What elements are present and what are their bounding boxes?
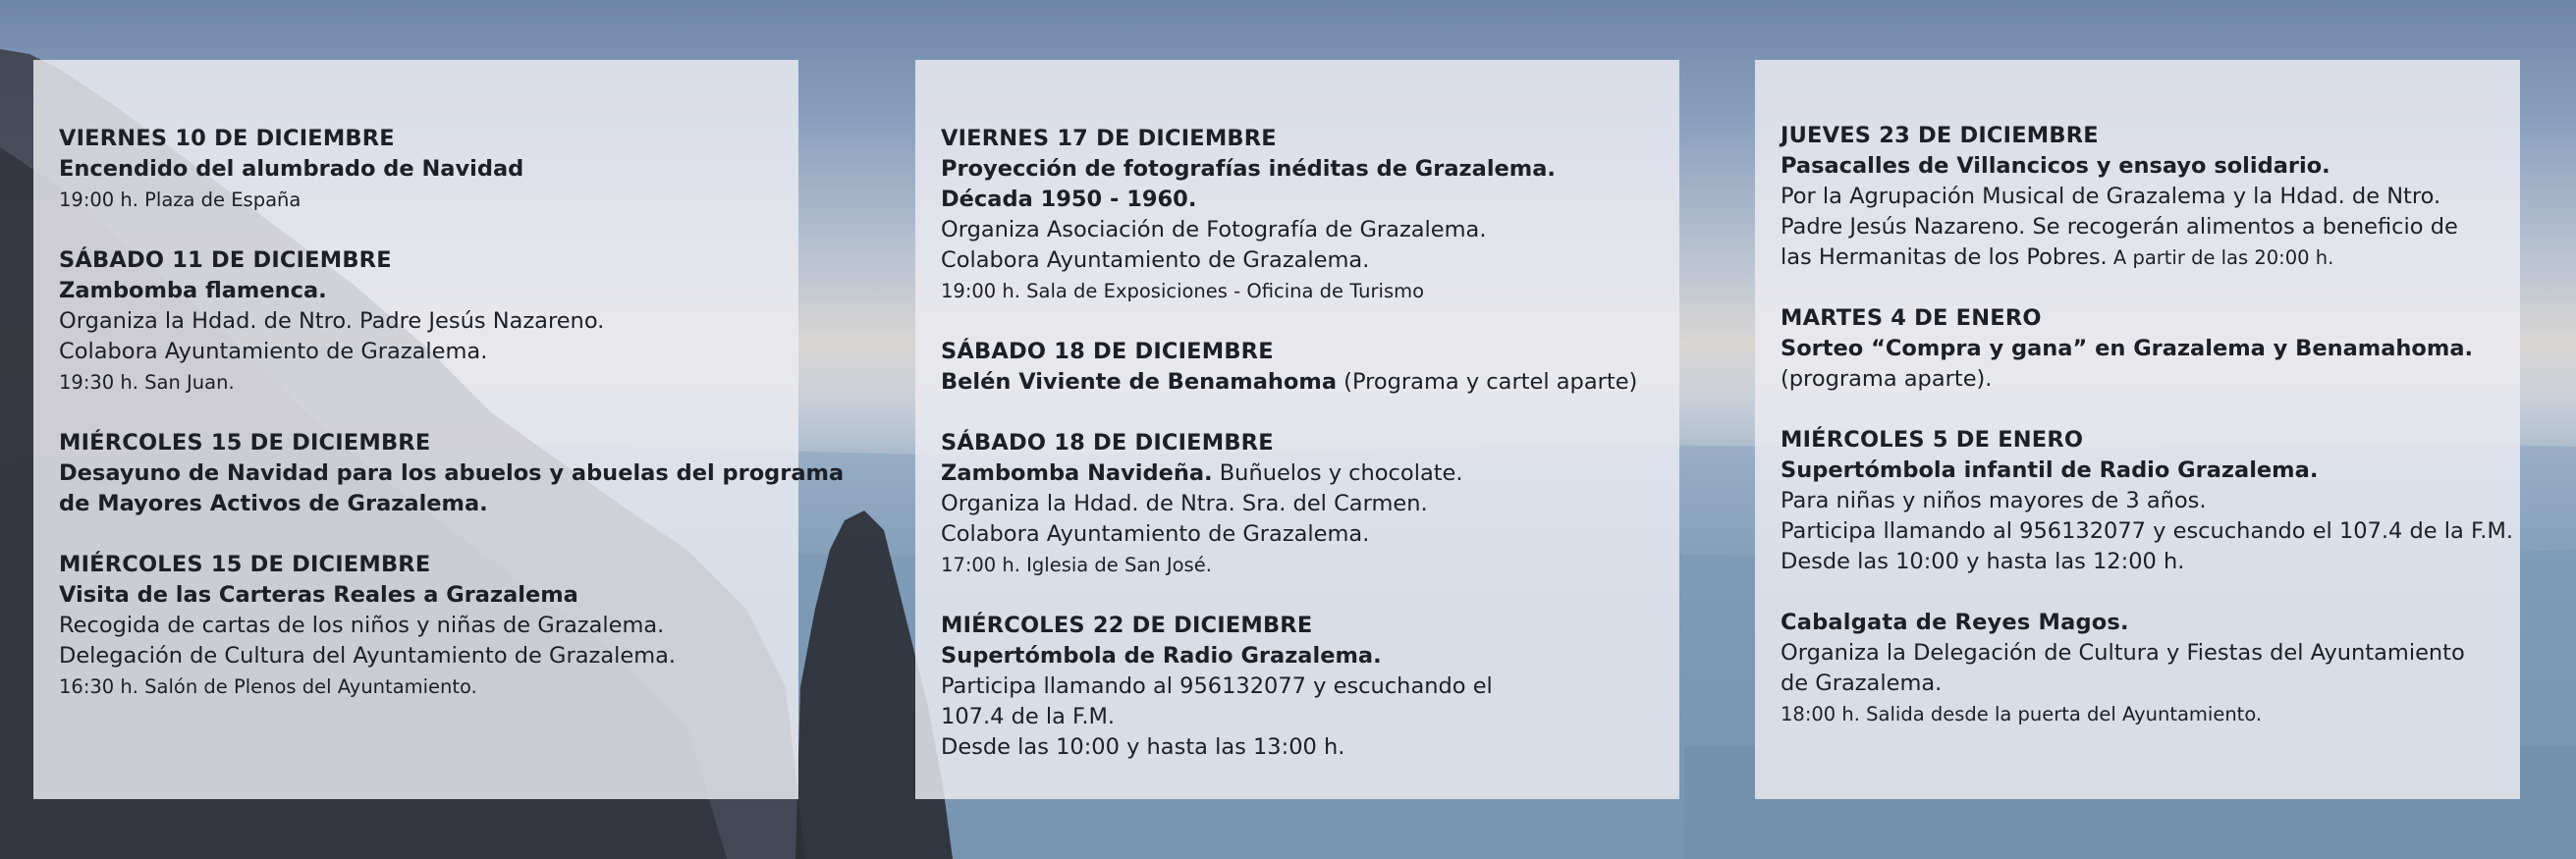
event-date: SÁBADO 11 DE DICIEMBRE	[59, 247, 392, 273]
event-description-line	[941, 367, 1670, 398]
event-description-text: (programa aparte).	[1781, 366, 1993, 392]
event-description-line	[59, 580, 789, 611]
event-description-line	[941, 489, 1670, 519]
event-description-line	[941, 519, 1670, 550]
event-description-line	[59, 306, 789, 337]
events-list-2	[941, 124, 1670, 793]
event-description-text: Participa llamando al 956132077 y escuchando el	[941, 673, 1493, 699]
event-description-suffix: Buñuelos y chocolate.	[1212, 460, 1463, 486]
event-description-text: Zambomba flamenca.	[59, 278, 327, 303]
event-description-text: Pasacalles de Villancicos y ensayo solidario.	[1781, 153, 2330, 179]
event-description-text: Delegación de Cultura del Ayuntamiento de Grazalema.	[59, 643, 677, 669]
events-panel-3	[1755, 60, 2520, 799]
event-description-text: 107.4 de la F.M.	[941, 704, 1116, 729]
event-description-line	[941, 458, 1670, 489]
event-description-line	[1781, 212, 2510, 242]
events-list-1	[59, 124, 845, 732]
event-description-text: Colabora Ayuntamiento de Grazalema.	[59, 339, 488, 364]
event-description-line	[59, 489, 789, 519]
event-description-line	[941, 154, 1670, 185]
event-description-line	[941, 215, 1670, 245]
event-time-location: 19:00 h. Sala de Exposiciones - Oficina de Turismo	[941, 280, 1425, 302]
event-description-text: Supertómbola infantil de Radio Grazalema.	[1781, 457, 2319, 483]
event-time-location: 16:30 h. Salón de Plenos del Ayuntamiento.	[59, 675, 477, 698]
event-description-text: las Hermanitas de los Pobres.	[1781, 244, 2108, 270]
event-item	[1781, 121, 2510, 273]
event-description-text: Recogida de cartas de los niños y niñas de Grazalema.	[59, 613, 665, 638]
event-description-text: Zambomba Navideña.	[941, 460, 1213, 486]
event-description-line	[1781, 242, 2510, 273]
event-time-inline: A partir de las 20:00 h.	[2107, 246, 2334, 269]
event-item	[1781, 303, 2510, 395]
event-date: Cabalgata de Reyes Magos.	[1781, 610, 2129, 635]
event-description-text: Organiza la Delegación de Cultura y Fiestas del Ayuntamiento	[1781, 640, 2465, 666]
event-description-text: Desayuno de Navidad para los abuelos y abuelas del programa	[59, 460, 845, 486]
event-description-line	[1781, 669, 2510, 699]
event-description-line	[1781, 151, 2510, 182]
event-description-text: Década 1950 - 1960.	[941, 187, 1197, 212]
event-description-line	[1781, 516, 2514, 547]
event-description-text: Encendido del alumbrado de Navidad	[59, 156, 524, 182]
event-item	[941, 337, 1670, 398]
event-description-line	[941, 245, 1670, 276]
event-description-text: Por la Agrupación Musical de Grazalema y la Hdad. de Ntro.	[1781, 184, 2441, 209]
event-description-line	[59, 611, 789, 641]
event-description-line	[1781, 547, 2510, 577]
event-description-text: Padre Jesús Nazareno. Se recogerán alimentos a beneficio de	[1781, 214, 2458, 240]
event-description-line	[59, 337, 789, 367]
event-date: SÁBADO 18 DE DICIEMBRE	[941, 339, 1274, 364]
event-description-text: Colabora Ayuntamiento de Grazalema.	[941, 247, 1370, 273]
event-description-text: Organiza la Hdad. de Ntro. Padre Jesús Nazareno.	[59, 308, 605, 334]
event-item	[941, 428, 1670, 580]
event-item	[59, 124, 789, 215]
event-item	[1781, 425, 2514, 577]
events-list-3	[1781, 121, 2514, 760]
event-description-line	[1781, 486, 2510, 516]
event-description-line	[59, 276, 789, 306]
event-description-text: Supertómbola de Radio Grazalema.	[941, 643, 1382, 669]
event-description-text: Organiza Asociación de Fotografía de Grazalema.	[941, 217, 1487, 242]
event-description-line	[1781, 334, 2510, 364]
event-description-line	[1781, 182, 2510, 212]
event-date: MIÉRCOLES 5 DE ENERO	[1781, 427, 2084, 453]
event-description-text: Organiza la Hdad. de Ntra. Sra. del Carmen.	[941, 491, 1428, 516]
event-time-location: 17:00 h. Iglesia de San José.	[941, 554, 1212, 576]
event-date: SÁBADO 18 DE DICIEMBRE	[941, 430, 1274, 456]
event-date: MARTES 4 DE ENERO	[1781, 305, 2042, 331]
event-description-line	[1781, 638, 2510, 669]
event-description-line	[941, 702, 1670, 732]
event-date: JUEVES 23 DE DICIEMBRE	[1781, 123, 2099, 148]
event-item	[1781, 608, 2510, 729]
event-time-location: 18:00 h. Salida desde la puerta del Ayuntamiento.	[1781, 703, 2263, 725]
event-date: VIERNES 17 DE DICIEMBRE	[941, 126, 1277, 151]
event-description-text: de Grazalema.	[1781, 671, 1943, 696]
event-description-text: Colabora Ayuntamiento de Grazalema.	[941, 521, 1370, 547]
event-description-text: Participa llamando al 956132077 y escuchando el 107.4 de la F.M.	[1781, 518, 2514, 544]
event-description-line	[1781, 364, 2510, 395]
event-description-text: Proyección de fotografías inéditas de Grazalema.	[941, 156, 1556, 182]
event-item	[941, 124, 1670, 306]
event-item	[941, 611, 1670, 763]
event-description-line	[941, 732, 1670, 763]
event-item	[59, 245, 789, 398]
event-description-line	[941, 185, 1670, 215]
event-description-text: Desde las 10:00 y hasta las 13:00 h.	[941, 734, 1345, 760]
events-panel-2	[915, 60, 1679, 799]
event-description-line	[59, 458, 845, 489]
event-date: MIÉRCOLES 15 DE DICIEMBRE	[59, 430, 431, 456]
event-description-text: Desde las 10:00 y hasta las 12:00 h.	[1781, 549, 2185, 574]
event-date: VIERNES 10 DE DICIEMBRE	[59, 126, 395, 151]
event-description-line	[941, 641, 1670, 671]
event-description-text: Para niñas y niños mayores de 3 años.	[1781, 488, 2207, 513]
event-date: MIÉRCOLES 22 DE DICIEMBRE	[941, 613, 1313, 638]
event-item	[59, 550, 789, 702]
event-description-text: de Mayores Activos de Grazalema.	[59, 491, 488, 516]
event-description-line	[941, 671, 1670, 702]
event-description-text: Visita de las Carteras Reales a Grazalema	[59, 582, 578, 608]
event-description-line	[59, 154, 789, 185]
event-description-line	[1781, 456, 2510, 486]
event-description-suffix: (Programa y cartel aparte)	[1337, 369, 1638, 395]
event-description-line	[59, 641, 789, 671]
event-description-text: Belén Viviente de Benamahoma	[941, 369, 1338, 395]
event-date: MIÉRCOLES 15 DE DICIEMBRE	[59, 552, 431, 577]
event-description-text: Sorteo “Compra y gana” en Grazalema y Benamahoma.	[1781, 336, 2474, 361]
event-item	[59, 428, 845, 519]
events-panel-1	[33, 60, 845, 799]
event-time-location: 19:30 h. San Juan.	[59, 371, 235, 394]
event-time-location: 19:00 h. Plaza de España	[59, 188, 301, 211]
